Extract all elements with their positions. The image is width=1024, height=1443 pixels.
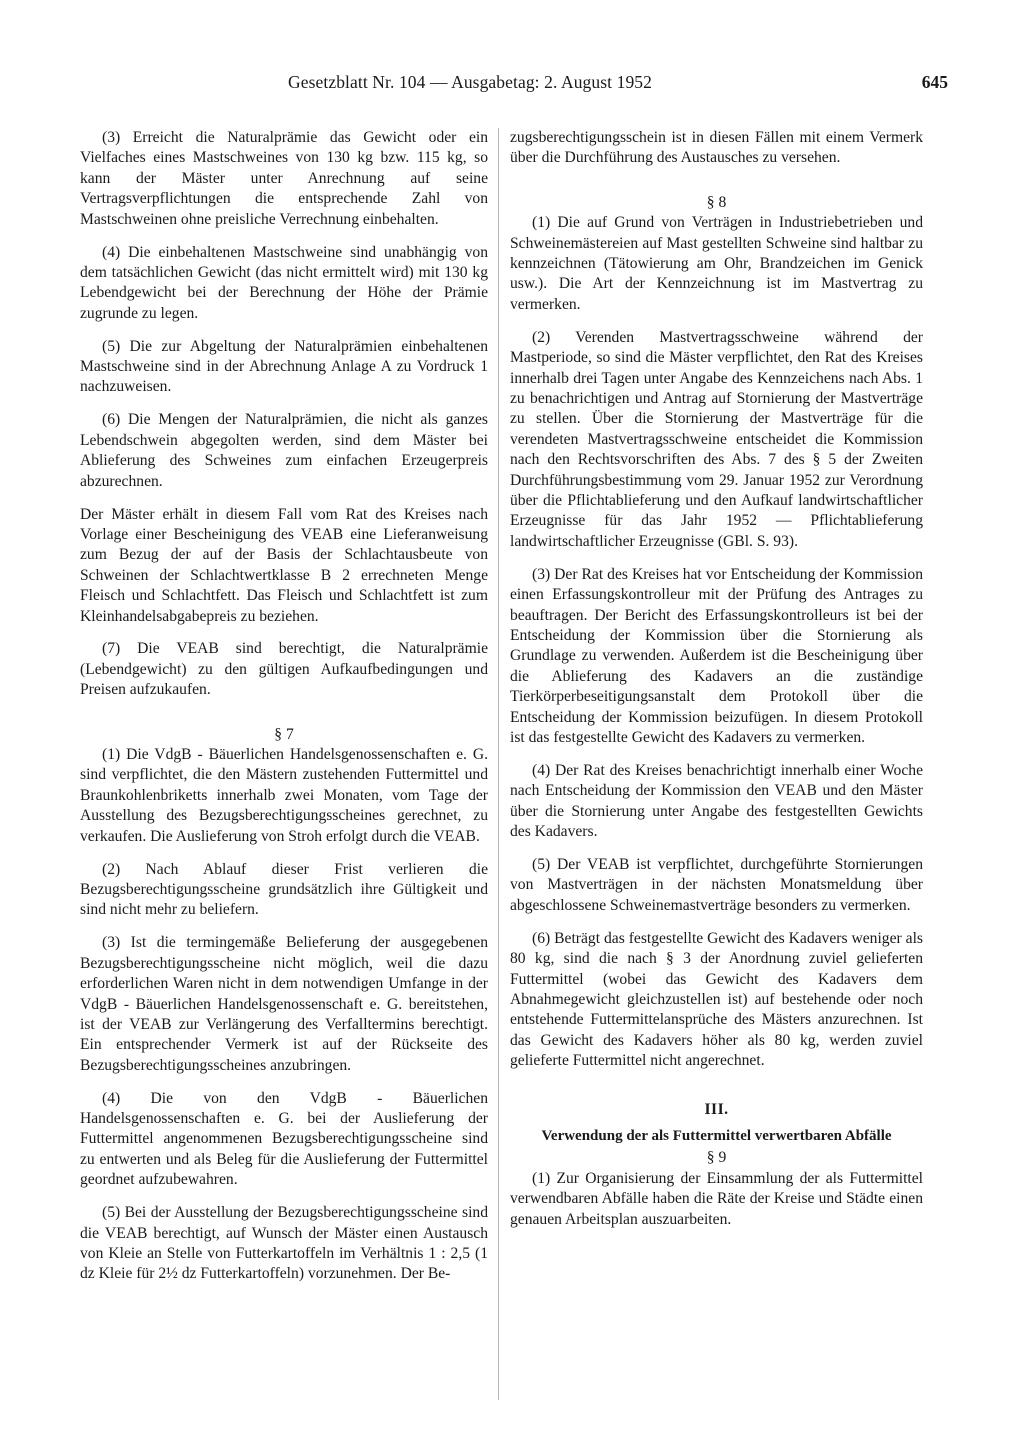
paragraph-6-4: (4) Die einbehaltenen Mastschweine sind unabhängig von dem tatsächlichen Gewicht (das nicht ermittelt wird) mit 130 kg Lebendgewicht bei der Berechnung der Höhe der Prämie zugrunde zu legen. [80, 243, 488, 322]
part-3-heading: III. [704, 1100, 729, 1118]
paragraph-8-3: (3) Der Rat des Kreises hat vor Entscheidung der Kommission einen Erfassungskontrolleur mit der Prüfung des Antrages zu beauftragen. Der Bericht des Erfassungskontrolleurs ist bei der Entscheidung der Kommission über die Stornierung als Grundlage zu verwenden. Außerdem ist die Bescheinigung über die Ablieferung des Kadavers an die zuständige Tierkörperbeseitigungsanstalt dem Protokoll über die Entscheidung der Kommission beizufügen. In diesem Protokoll ist das festgestellte Gewicht des Kadavers zu vermerken. [510, 565, 923, 746]
right-column [510, 128, 923, 1230]
paragraph-8-1: (1) Die auf Grund von Verträgen in Industriebetrieben und Schweinemästereien auf Mast gestellten Schweine sind haltbar zu kennzeichnen (Tätowierung am Ohr, Brandzeichen im Genick usw.). Die Art der Kennzeichnung ist im Mastvertrag zu vermerken. [510, 214, 923, 313]
section-7-heading: § 7 [274, 725, 294, 743]
section-8-heading: § 8 [706, 193, 727, 211]
paragraph-7-5-continued: zugsberechtigungsschein ist in diesen Fällen mit einem Vermerk über die Durchführung des Austausches zu versehen. [510, 129, 923, 167]
paragraph-8-6: (6) Beträgt das festgestellte Gewicht des Kadavers weniger als 80 kg, sind die nach § 3 der Anordnung zuviel gelieferten Futtermittel (wobei das Gewicht des Kadavers dem Abnahmegewicht gleichzustellen ist) auf bestehende oder noch entstehende Futtermittelansprüche des Mästers anzurechnen. Ist das Gewicht des Kadavers höher als 80 kg, werden zuviel gelieferte Futtermittel nicht angerechnet. [510, 929, 923, 1070]
paragraph-8-5: (5) Der VEAB ist verpflichtet, durchgeführte Stornierungen von Mastverträgen in der nächsten Monatsmeldung über abgeschlossene Schweinemastverträge besonders zu vermerken. [510, 856, 923, 914]
paragraph-7-4: (4) Die von den VdgB - Bäuerlichen Handelsgenossenschaften e. G. bei der Auslieferung der Futtermittel angenommenen Bezugsberechtigungsscheine sind zu entwerten und als Beleg für die Auslieferung der Futtermittel geordnet aufzubewahren. [80, 1089, 488, 1189]
paragraph-6-3: (3) Erreicht die Naturalprämie das Gewicht oder ein Vielfaches eines Mastschweines von 130 kg bzw. 115 kg, so kann der Mäster unter Anrechnung auf seine Vertragsverpflichtungen die entsprechende Zahl von Mastschweinen ohne preisliche Verrechnung einbehalten. [80, 129, 488, 228]
left-column [80, 128, 488, 1285]
section-9-heading: § 9 [706, 1149, 727, 1167]
page-header [78, 72, 948, 100]
paragraph-6-6-continued: Der Mäster erhält in diesem Fall vom Rat des Kreises nach Vorlage einer Bescheinigung des VEAB eine Lieferanweisung zum Bezug der auf der Basis der Schlachtausbeute von Schweinen der Schlachtwertklasse B 2 errechneten Menge Fleisch und Schlachtfett. Das Fleisch und Schlachtfett ist zum Kleinhandelsabgabepreis zu beziehen. [80, 505, 488, 625]
paragraph-7-1: (1) Die VdgB - Bäuerlichen Handelsgenossenschaften e. G. sind verpflichtet, die den Mästern zustehenden Futtermittel und Braunkohlenbriketts innerhalb zwei Monaten, vom Tage der Ausstellung des Bezugsberechtigungsscheines gerechnet, zu verkaufen. Die Auslieferung von Stroh erfolgt durch die VEAB. [80, 746, 488, 845]
paragraph-8-2: (2) Verenden Mastvertragsschweine während der Mastperiode, so sind die Mäster verpflichtet, den Rat des Kreises innerhalb drei Tagen unter Angabe des Kennzeichens nach Abs. 1 zu benachrichtigen und Antrag auf Stornierung der Mastverträge zu stellen. Über die Stornierung der Mastverträge für die verendeten Mastvertragsschweine entscheidet die Kommission nach den Rechtsvorschriften des Abs. 7 des § 5 der Zweiten Durchführungsbestimmung vom 29. Januar 1952 zur Verordnung über die Pflichtablieferung und den Aufkauf landwirtschaftlicher Erzeugnisse für das Jahr 1952 — Pflichtablieferung landwirtschaftlicher Erzeugnisse (GBl. S. 93). [510, 328, 923, 550]
column-divider [498, 128, 499, 1400]
paragraph-9-1: (1) Zur Organisierung der Einsammlung der als Futtermittel verwendbaren Abfälle haben die Räte der Kreise und Städte einen genauen Arbeitsplan auszuarbeiten. [510, 1169, 923, 1228]
paragraph-6-6: (6) Die Mengen der Naturalprämien, die nicht als ganzes Lebendschwein abgegolten werden, sind dem Mäster bei Ablieferung des Schweines zum einfachen Erzeugerpreis abzurechnen. [80, 411, 488, 490]
paragraph-6-7: (7) Die VEAB sind berechtigt, die Naturalprämie (Lebendgewicht) zu den gültigen Aufkaufbedingungen und Preisen aufzukaufen. [80, 640, 488, 699]
page-number: 645 [921, 72, 948, 92]
paragraph-7-5: (5) Bei der Ausstellung der Bezugsberechtigungsscheine sind die VEAB berechtigt, auf Wunsch der Mäster einen Austausch von Kleie an Stelle von Futterkartoffeln im Verhältnis 1 : 2,5 (1 dz Kleie für 2½ dz Futterkartoffeln) vorzunehmen. Der Be- [80, 1204, 488, 1283]
paragraph-7-2: (2) Nach Ablauf dieser Frist verlieren die Bezugsberechtigungsscheine grundsätzlich ihre Gültigkeit und sind nicht mehr zu beliefern. [80, 860, 488, 919]
part-3-title: Verwendung der als Futtermittel verwertbaren Abfälle [541, 1127, 892, 1144]
paragraph-8-4: (4) Der Rat des Kreises benachrichtigt innerhalb einer Woche nach Entscheidung der Kommission den VEAB und den Mäster über die Stornierung unter Angabe des festgestellten Gewichts des Kadavers. [510, 761, 923, 841]
paragraph-6-5: (5) Die zur Abgeltung der Naturalprämien einbehaltenen Mastschweine sind in der Abrechnung Anlage A zu Vordruck 1 nachzuweisen. [80, 337, 488, 396]
header-title: Gesetzblatt Nr. 104 — Ausgabetag: 2. August 1952 [288, 72, 652, 92]
paragraph-7-3: (3) Ist die termingemäße Belieferung der ausgegebenen Bezugsberechtigungsscheine nicht möglich, weil die dazu erforderlichen Waren nicht in dem notwendigen Umfange in der VdgB - Bäuerlichen Handelsgenossenschaft e. G. bereitstehen, ist der VEAB zur Verlängerung des Verfalltermins berechtigt. Ein entsprechender Vermerk ist auf der Rückseite des Bezugsberechtigungsscheines anzubringen. [80, 934, 488, 1074]
